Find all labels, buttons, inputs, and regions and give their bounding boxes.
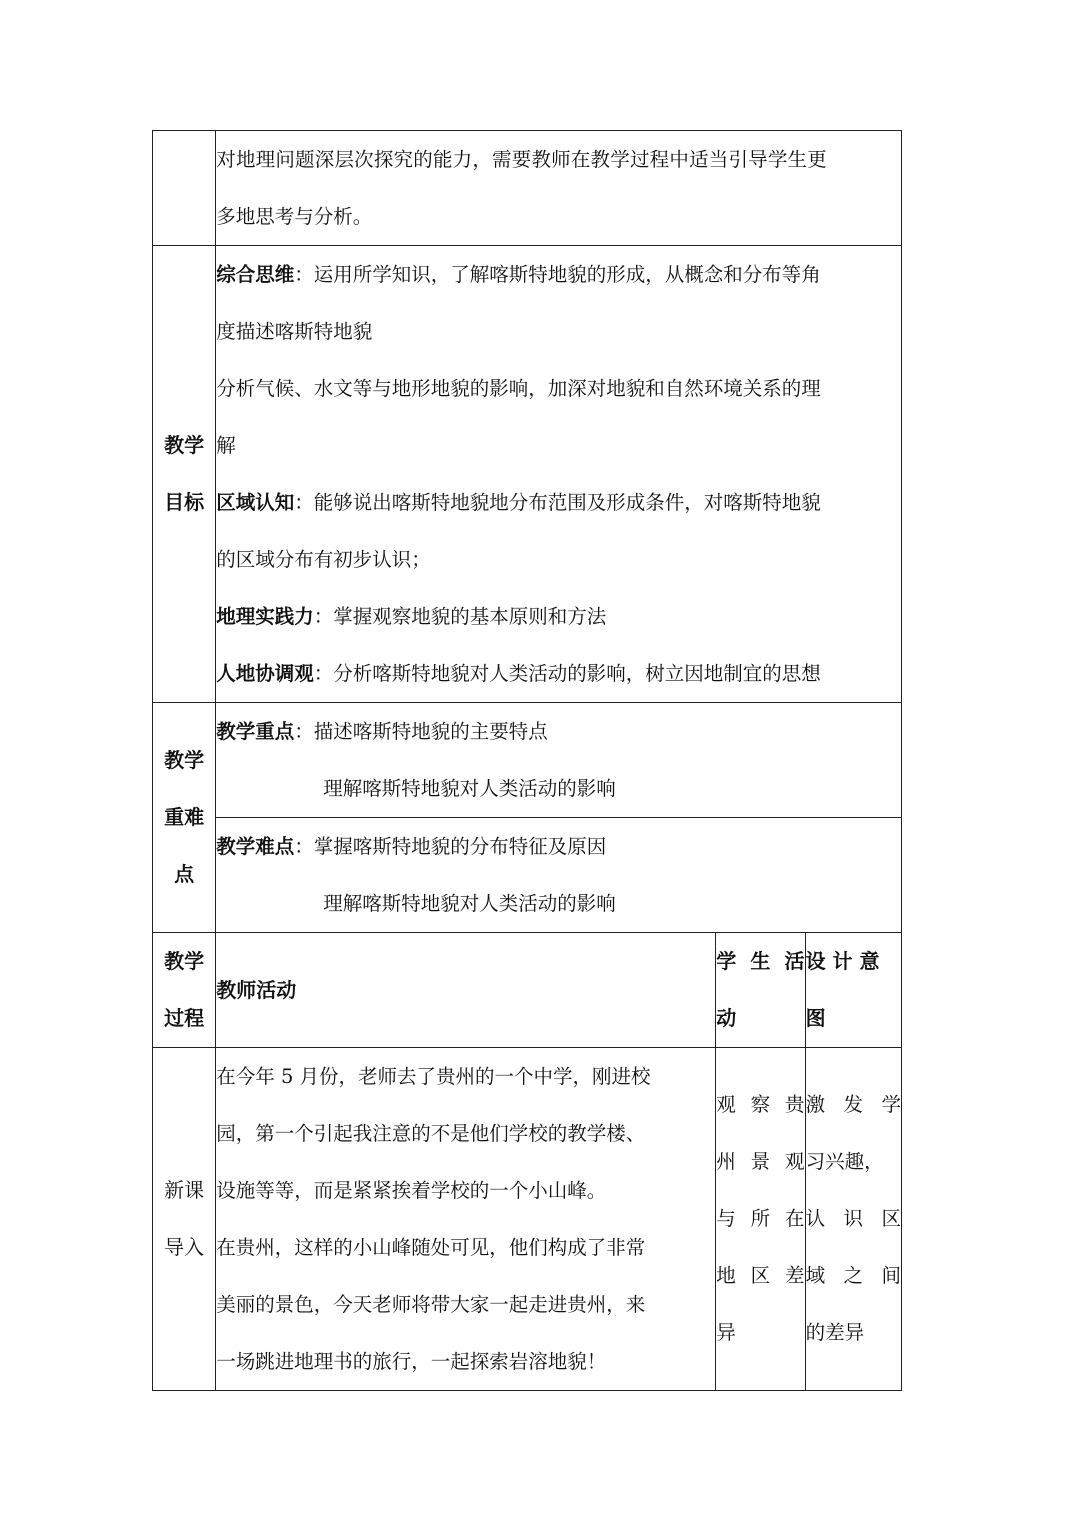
- objectives-content: [216, 246, 902, 703]
- continuation-label-cell: [153, 131, 216, 246]
- student-line: 异: [716, 1321, 736, 1344]
- objective-heading: 地理实践力: [216, 605, 314, 628]
- difficulty-content: [216, 818, 902, 933]
- process-label: 教学 过程: [153, 933, 216, 1048]
- focus-line: 理解喀斯特地貌对人类活动的影响: [323, 777, 616, 800]
- objective-heading: 综合思维: [216, 263, 295, 286]
- design-line: 认识区: [805, 1207, 901, 1230]
- objective-line: 人地协调观：分析喀斯特地貌对人类活动的影响，树立因地制宜的思想: [216, 662, 821, 685]
- objectives-row: [153, 246, 902, 703]
- intro-row: [153, 1048, 902, 1391]
- intro-label: 新课 导入: [153, 1048, 216, 1391]
- continuation-line: 对地理问题深层次探究的能力，需要教师在教学过程中适当引导学生更: [216, 148, 827, 171]
- teacher-line: 美丽的景色，今天老师将带大家一起走进贵州，来: [216, 1293, 646, 1316]
- student-line: 观察贵: [716, 1093, 805, 1116]
- design-line: 的差异: [805, 1321, 865, 1344]
- teacher-line: 在贵州，这样的小山峰随处可见，他们构成了非常: [216, 1236, 646, 1259]
- lesson-plan-table: [152, 130, 902, 1391]
- objective-heading: 人地协调观: [216, 662, 314, 685]
- objective-line: 解: [216, 434, 236, 457]
- teacher-line: 在今年 5 月份，老师去了贵州的一个中学，刚进校: [216, 1065, 651, 1088]
- continuation-text: [216, 131, 902, 246]
- focus-heading: 教学重点: [216, 720, 295, 743]
- teacher-line: 一场跳进地理书的旅行，一起探索岩溶地貌！: [216, 1350, 607, 1373]
- continuation-row: [153, 131, 902, 246]
- student-line: 与所在: [716, 1207, 805, 1230]
- intro-design-intent: [805, 1048, 901, 1391]
- design-line: 习兴趣，: [805, 1150, 884, 1173]
- design-intent-header: 设 计 意 图: [805, 933, 901, 1048]
- objective-line: 的区域分布有初步认识；: [216, 548, 431, 571]
- student-line: 州景观: [716, 1150, 805, 1173]
- objective-line: 综合思维：运用所学知识，了解喀斯特地貌的形成，从概念和分布等角: [216, 263, 821, 286]
- difficulty-row: [153, 818, 902, 933]
- difficulty-heading: 教学难点: [216, 835, 295, 858]
- intro-student-activity: [716, 1048, 805, 1391]
- design-line: 激发学: [805, 1093, 901, 1116]
- difficulty-line: 教学难点：掌握喀斯特地貌的分布特征及原因: [216, 835, 607, 858]
- continuation-line: 多地思考与分析。: [216, 205, 373, 228]
- objectives-label: 教学 目标: [153, 246, 216, 703]
- objective-line: 度描述喀斯特地貌: [216, 320, 373, 343]
- objective-line: 区域认知：能够说出喀斯特地貌地分布范围及形成条件，对喀斯特地貌: [216, 491, 821, 514]
- objective-line: 地理实践力：掌握观察地貌的基本原则和方法: [216, 605, 607, 628]
- process-header-row: [153, 933, 902, 1048]
- objective-line: 分析气候、水文等与地形地貌的影响，加深对地貌和自然环境关系的理: [216, 377, 821, 400]
- key-points-label: 教学 重难 点: [153, 703, 216, 933]
- teacher-line: 设施等等，而是紧紧挨着学校的一个小山峰。: [216, 1179, 607, 1202]
- focus-content: [216, 703, 902, 818]
- teacher-activity-header: 教师活动: [216, 933, 716, 1048]
- student-line: 地区差: [716, 1264, 805, 1287]
- focus-row: [153, 703, 902, 818]
- difficulty-line: 理解喀斯特地貌对人类活动的影响: [323, 892, 616, 915]
- intro-teacher-activity: [216, 1048, 716, 1391]
- student-activity-header: 学生活 动: [716, 933, 805, 1048]
- objective-heading: 区域认知: [216, 491, 295, 514]
- design-line: 域之间: [805, 1264, 901, 1287]
- focus-line: 教学重点：描述喀斯特地貌的主要特点: [216, 720, 548, 743]
- teacher-line: 园，第一个引起我注意的不是他们学校的教学楼、: [216, 1122, 646, 1145]
